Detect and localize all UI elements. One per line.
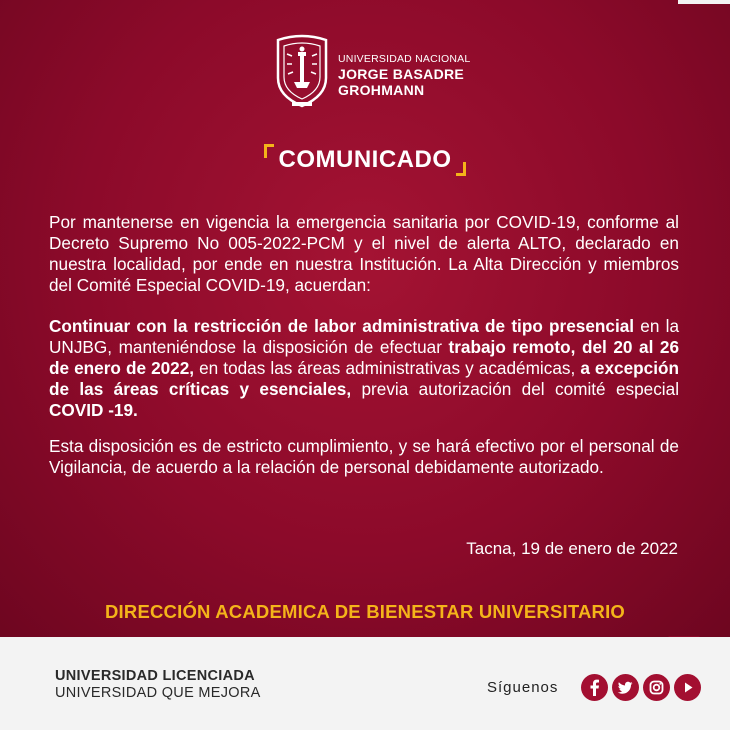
logo-line1: UNIVERSIDAD NACIONAL <box>338 53 471 65</box>
resolution-bold-3: a excepción de las áreas críticas y esenciales, <box>49 358 679 399</box>
university-seal-icon <box>272 34 332 110</box>
resolution-text-2: en todas las áreas administrativas y académicas, <box>194 358 581 378</box>
bracket-bottom-right <box>456 162 466 176</box>
facebook-icon[interactable] <box>581 674 608 701</box>
resolution-text-3: previa autorización del comité especial <box>351 379 680 399</box>
issuer-name: DIRECCIÓN ACADEMICA DE BIENESTAR UNIVERSITARIO <box>104 601 626 622</box>
follow-label: Síguenos <box>487 679 559 696</box>
youtube-icon[interactable] <box>674 674 701 701</box>
date-line: Tacna, 19 de enero de 2022 <box>466 539 678 558</box>
instagram-icon[interactable] <box>643 674 670 701</box>
paragraph-resolution <box>49 316 679 421</box>
slogan-line1: UNIVERSIDAD LICENCIADA <box>55 668 255 684</box>
logo-line2: JORGE BASADRE <box>338 65 465 82</box>
paragraph-compliance: Esta disposición es de estricto cumplimiento, y se hará efectivo por el personal de Vigilancia, de acuerdo a la relación de personal debidamente autorizado. <box>49 436 679 477</box>
corner-notch <box>678 0 730 4</box>
university-logo <box>272 34 472 114</box>
resolution-bold-1: Continuar con la restricción de labor administrativa de tipo presencial <box>49 316 635 336</box>
logo-line3: GROHMANN <box>338 81 425 98</box>
footer-bar <box>0 637 730 730</box>
slogan-line2: UNIVERSIDAD QUE MEJORA <box>55 685 261 701</box>
paragraph-intro: Por mantenerse en vigencia la emergencia sanitaria por COVID-19, conforme al Decreto Supremo No 005-2022-PCM y el nivel de alerta ALTO, declarado en nuestra localidad, por ende en nuestra Institución. La Alta Dirección y miembros del Comité Especial COVID-19, acuerdan: <box>49 212 679 295</box>
logo-text <box>338 54 470 97</box>
resolution-text-1: en la UNJBG, manteniéndose la disposición de efectuar <box>49 316 680 357</box>
title-frame <box>264 142 466 176</box>
resolution-bold-4: COVID -19. <box>49 400 138 420</box>
twitter-icon[interactable] <box>612 674 639 701</box>
page-title: COMUNICADO <box>278 146 452 173</box>
resolution-bold-2: trabajo remoto, del 20 al 26 de enero de 2022, <box>49 337 680 378</box>
